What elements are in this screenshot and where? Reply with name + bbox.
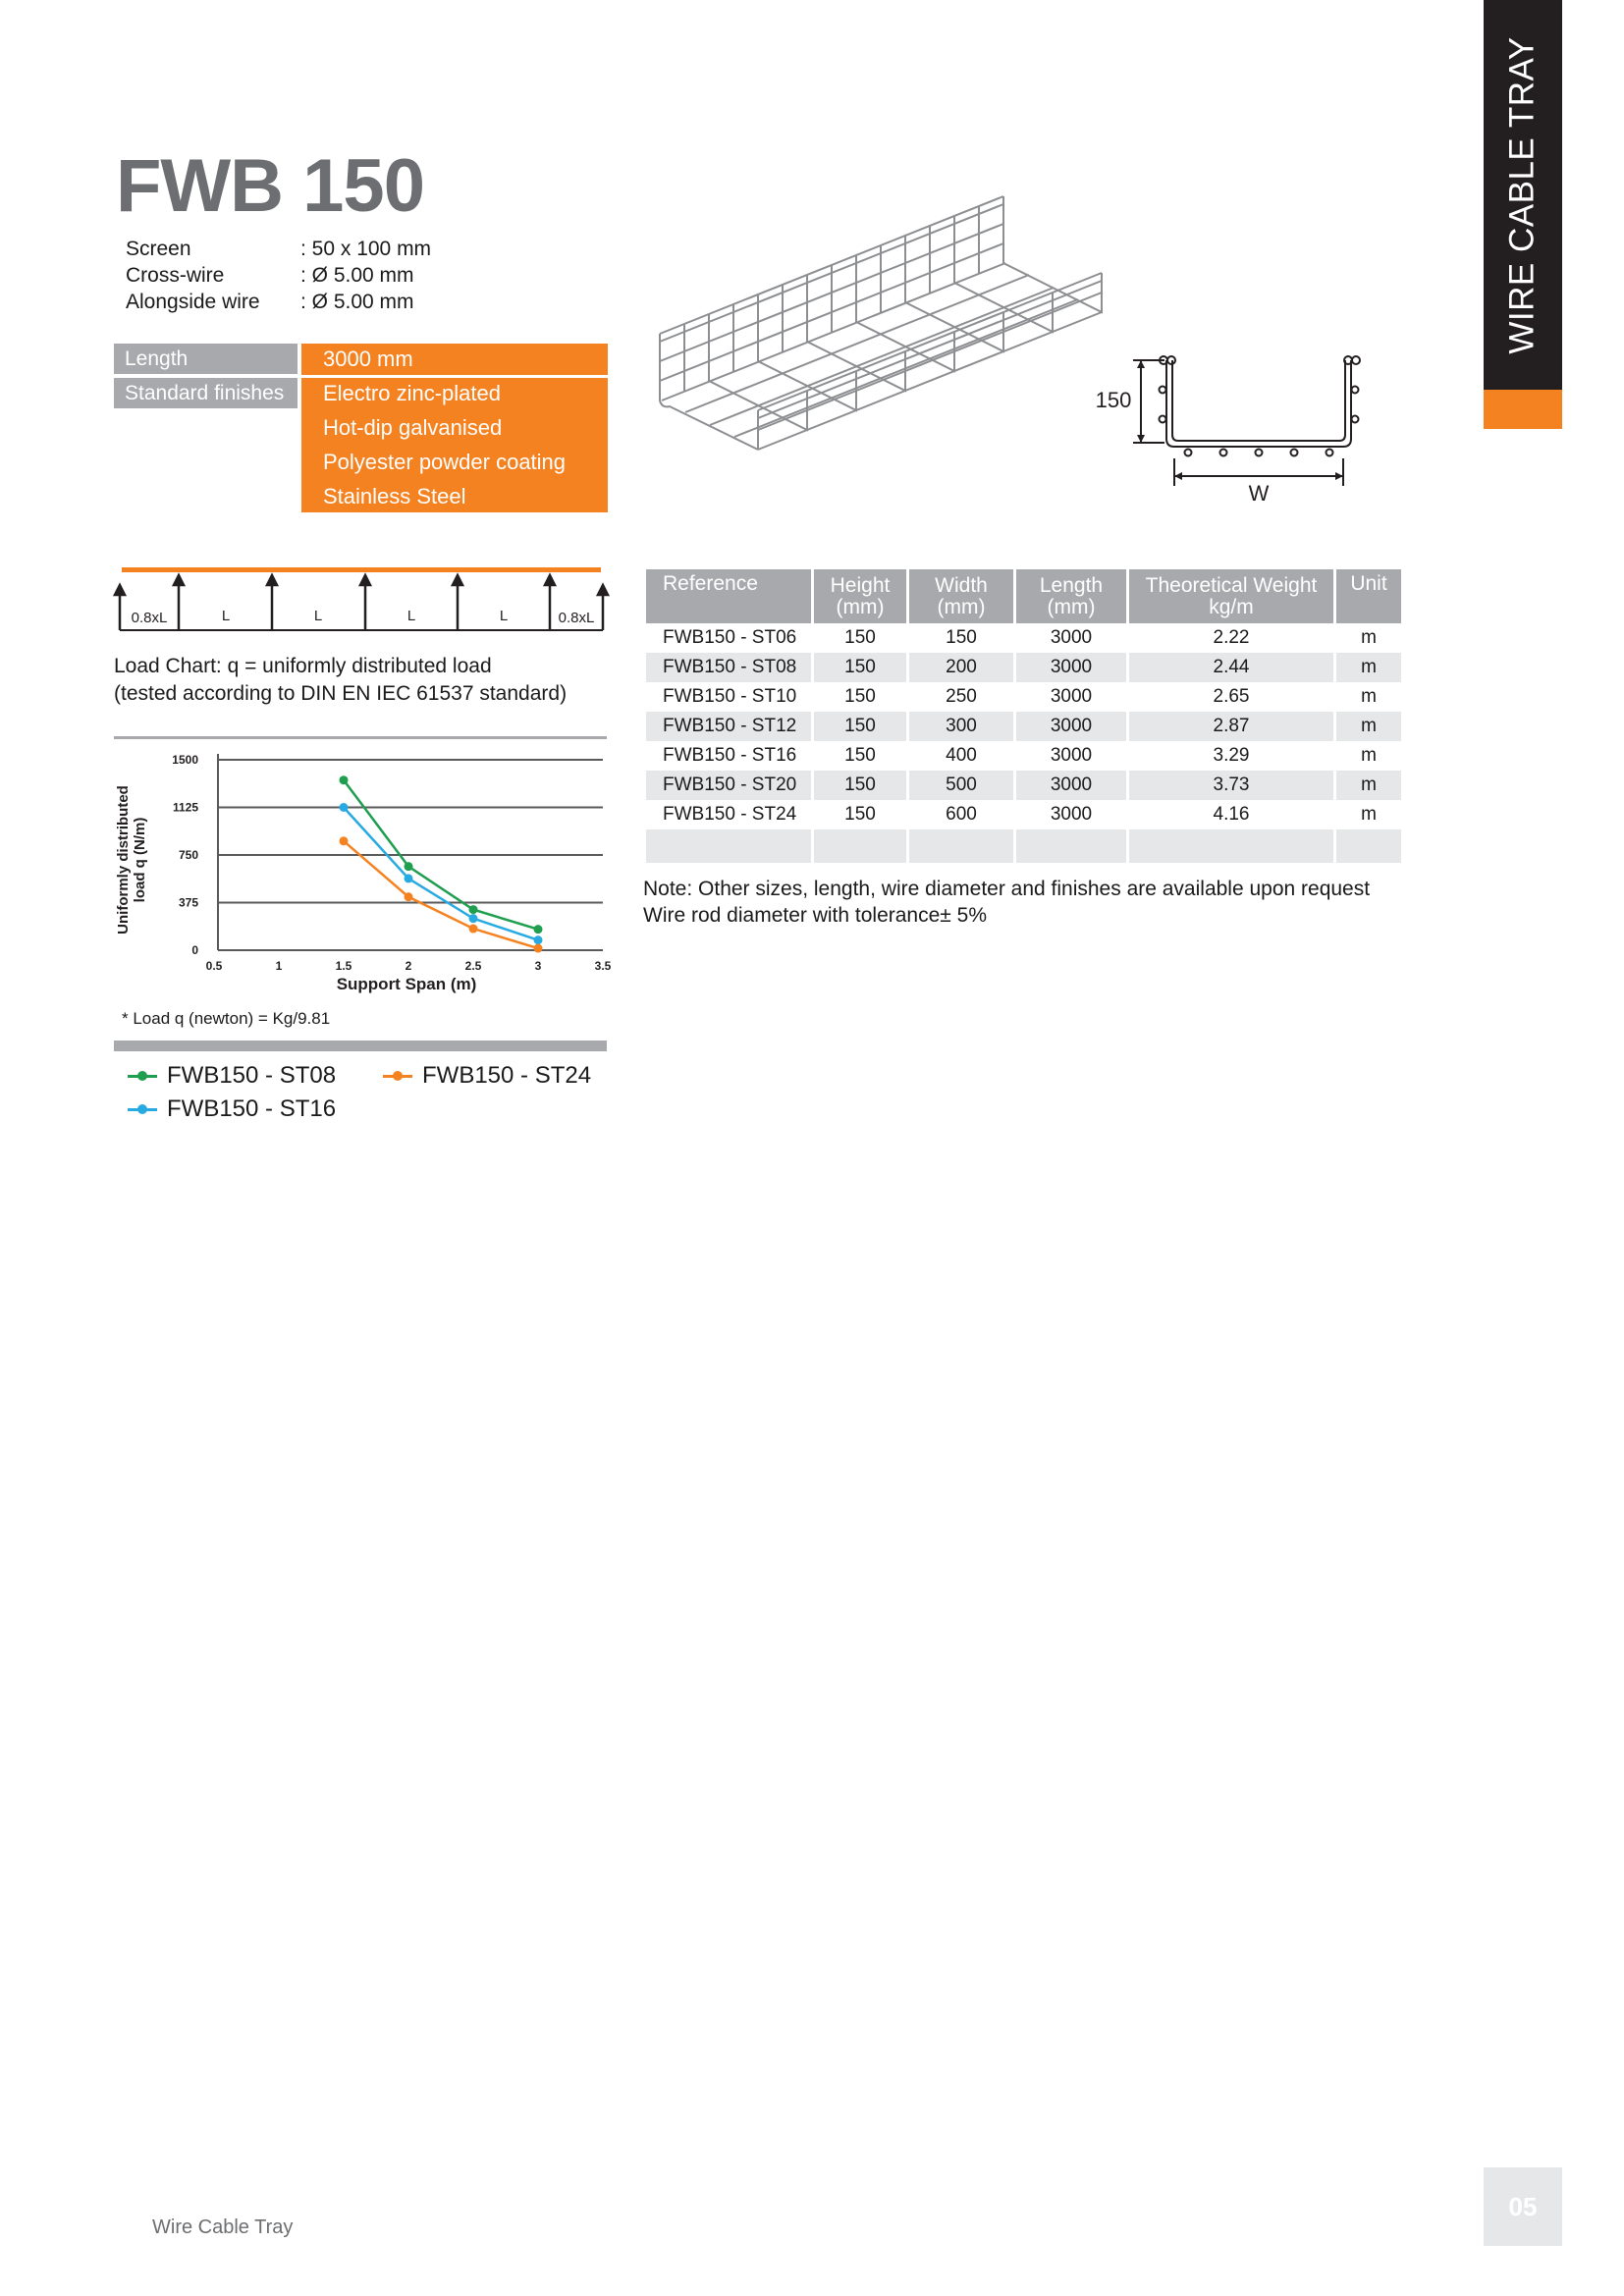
spec-value: : Ø 5.00 mm (300, 264, 414, 287)
finish-value: Stainless Steel (323, 484, 466, 508)
finish-value: Electro zinc-plated (323, 381, 501, 405)
table-cell: 2.87 (1129, 712, 1333, 741)
legend-marker (383, 1070, 412, 1082)
spec-value: : Ø 5.00 mm (300, 291, 414, 313)
table-cell: m (1336, 712, 1401, 741)
table-row (646, 712, 1401, 741)
table-cell (1336, 829, 1401, 863)
table-cell: FWB150 - ST08 (646, 653, 811, 682)
length-value: 3000 mm (323, 347, 413, 371)
data-point (469, 914, 478, 923)
table-cell: 4.16 (1213, 804, 1250, 825)
legend-label: FWB150 - ST24 (422, 1062, 592, 1089)
legend-item (128, 1095, 336, 1123)
cross-section-diagram (1090, 348, 1365, 506)
page-number: 05 (1508, 2191, 1538, 2221)
table-cell: 500 (909, 771, 1013, 800)
table-cell: 3000 (1050, 686, 1093, 707)
table-cell: 150 (814, 653, 906, 682)
x-tick-label: 2 (405, 959, 412, 973)
table-row (646, 741, 1401, 771)
wire-tray-illustration (650, 187, 1121, 481)
height-label: 150 (1095, 388, 1132, 412)
table-cell: 3000 (1016, 653, 1126, 682)
chart-top-bar (114, 736, 607, 739)
x-tick-label: 1.5 (335, 959, 352, 973)
table-cell: 3000 (1050, 627, 1093, 648)
span-label: L (499, 608, 509, 624)
table-cell: FWB150 - ST24 (663, 804, 797, 825)
page-title: FWB 150 (116, 144, 424, 228)
data-point (340, 803, 349, 812)
footer-text: Wire Cable Tray (152, 2216, 294, 2238)
legend-label: FWB150 - ST16 (167, 1095, 337, 1122)
column-header: Height (mm) (814, 569, 906, 623)
span-label: L (313, 608, 323, 624)
chart-bottom-bar (114, 1041, 607, 1051)
table-row (646, 800, 1401, 829)
side-tab-label-wrap (1484, 0, 1562, 390)
table-cell: FWB150 - ST10 (663, 686, 797, 707)
load-chart-caption-line: (tested according to DIN EN IEC 61537 standard) (114, 682, 568, 705)
table-cell: 3000 (1050, 745, 1093, 766)
y-tick-label: 1500 (172, 753, 198, 767)
table-cell: 150 (844, 686, 876, 707)
legend-item (383, 1062, 591, 1090)
data-point (534, 935, 543, 944)
load-diagram (112, 561, 613, 638)
table-cell: 3.29 (1213, 745, 1250, 766)
spec-label: Screen (126, 238, 191, 260)
note-line: Wire rod diameter with tolerance± 5% (643, 904, 987, 927)
data-point (405, 874, 413, 882)
data-point (405, 892, 413, 901)
span-label: 0.8xL (131, 610, 168, 626)
table-row (646, 682, 1401, 712)
data-point (340, 775, 349, 784)
table-cell: m (1361, 804, 1377, 825)
table-cell: 2.22 (1213, 627, 1250, 648)
span-label: L (221, 608, 231, 624)
y-tick-label: 750 (178, 848, 198, 862)
data-point (534, 944, 543, 953)
table-cell: 150 (814, 712, 906, 741)
side-tab-label: WIRE CABLE TRAY (1503, 35, 1542, 354)
legend-label: FWB150 - ST08 (167, 1062, 337, 1089)
chart-note: * Load q (newton) = Kg/9.81 (122, 1009, 331, 1028)
table-cell: 400 (946, 745, 977, 766)
table-cell: m (1361, 627, 1377, 648)
table-cell: FWB150 - ST16 (663, 745, 797, 766)
width-label: W (1248, 481, 1270, 506)
x-tick-label: 1 (275, 959, 283, 973)
finish-label: Standard finishes (114, 378, 298, 408)
table-row (646, 829, 1401, 863)
x-tick-label: 3.5 (594, 959, 612, 973)
spec-row (126, 236, 431, 262)
finish-value: Polyester powder coating (323, 450, 567, 474)
y-tick-label: 0 (191, 943, 198, 957)
x-tick-label: 3 (534, 959, 542, 973)
table-cell: FWB150 - ST06 (663, 627, 797, 648)
table-cell: 2.65 (1213, 686, 1250, 707)
table-cell: 300 (909, 712, 1013, 741)
table-cell: m (1336, 771, 1401, 800)
spec-row (126, 262, 431, 289)
column-header: Unit (1336, 569, 1401, 623)
table-cell: 150 (844, 804, 876, 825)
data-point (340, 836, 349, 845)
table-row (646, 623, 1401, 653)
column-header: Reference (646, 569, 811, 623)
spec-label: Cross-wire (126, 264, 225, 287)
data-point (469, 905, 478, 914)
table-row (646, 653, 1401, 682)
reference-table (643, 569, 1404, 863)
span-label: 0.8xL (558, 610, 595, 626)
table-cell: 200 (909, 653, 1013, 682)
load-chart (112, 732, 623, 1007)
chart-y-axis-label: Uniformly distributedload q (N/m) (115, 785, 148, 934)
table-cell (909, 829, 1013, 863)
legend-item (128, 1062, 336, 1090)
series-line (344, 841, 538, 948)
side-tab-accent (1484, 390, 1562, 429)
spec-list (126, 236, 431, 315)
table-cell: 3000 (1016, 712, 1126, 741)
table-cell: m (1336, 653, 1401, 682)
data-point (405, 862, 413, 871)
span-label: L (406, 608, 416, 624)
table-cell (1129, 829, 1333, 863)
finish-value: Hot-dip galvanised (323, 415, 503, 440)
column-header: Theoretical Weight kg/m (1129, 569, 1333, 623)
note-line: Note: Other sizes, length, wire diameter and finishes are available upon request (643, 878, 1371, 900)
table-header-row (646, 569, 1401, 623)
legend-marker (128, 1103, 157, 1115)
table-cell: m (1361, 745, 1377, 766)
y-tick-label: 375 (178, 895, 198, 910)
note (643, 876, 1370, 929)
legend-marker (128, 1070, 157, 1082)
table-cell: 3000 (1016, 771, 1126, 800)
data-point (534, 925, 543, 934)
spec-label: Alongside wire (126, 291, 260, 313)
spec-row (126, 289, 431, 315)
data-point (469, 925, 478, 934)
table-cell: m (1361, 686, 1377, 707)
table-row (646, 771, 1401, 800)
table-cell: 150 (946, 627, 977, 648)
column-header: Width (mm) (909, 569, 1013, 623)
column-header: Length (mm) (1016, 569, 1126, 623)
table-cell: 600 (946, 804, 977, 825)
table-cell: 3000 (1050, 804, 1093, 825)
table-cell: 250 (946, 686, 977, 707)
table-cell: 150 (814, 771, 906, 800)
table-cell: FWB150 - ST20 (646, 771, 811, 800)
table-cell (646, 829, 811, 863)
table-cell: 2.44 (1129, 653, 1333, 682)
table-cell: 150 (844, 745, 876, 766)
chart-x-axis-label: Support Span (m) (336, 975, 477, 993)
load-chart-caption (114, 653, 567, 708)
load-chart-caption-line: Load Chart: q = uniformly distributed load (114, 655, 492, 677)
table-cell: FWB150 - ST12 (646, 712, 811, 741)
table-cell: 150 (844, 627, 876, 648)
page-number-box (1484, 2167, 1562, 2246)
spec-value: : 50 x 100 mm (300, 238, 432, 260)
y-tick-label: 1125 (172, 800, 198, 815)
table-cell: 3.73 (1129, 771, 1333, 800)
length-label: Length (114, 344, 298, 374)
x-tick-label: 0.5 (205, 959, 223, 973)
table-cell (814, 829, 906, 863)
x-tick-label: 2.5 (464, 959, 482, 973)
table-cell (1016, 829, 1126, 863)
